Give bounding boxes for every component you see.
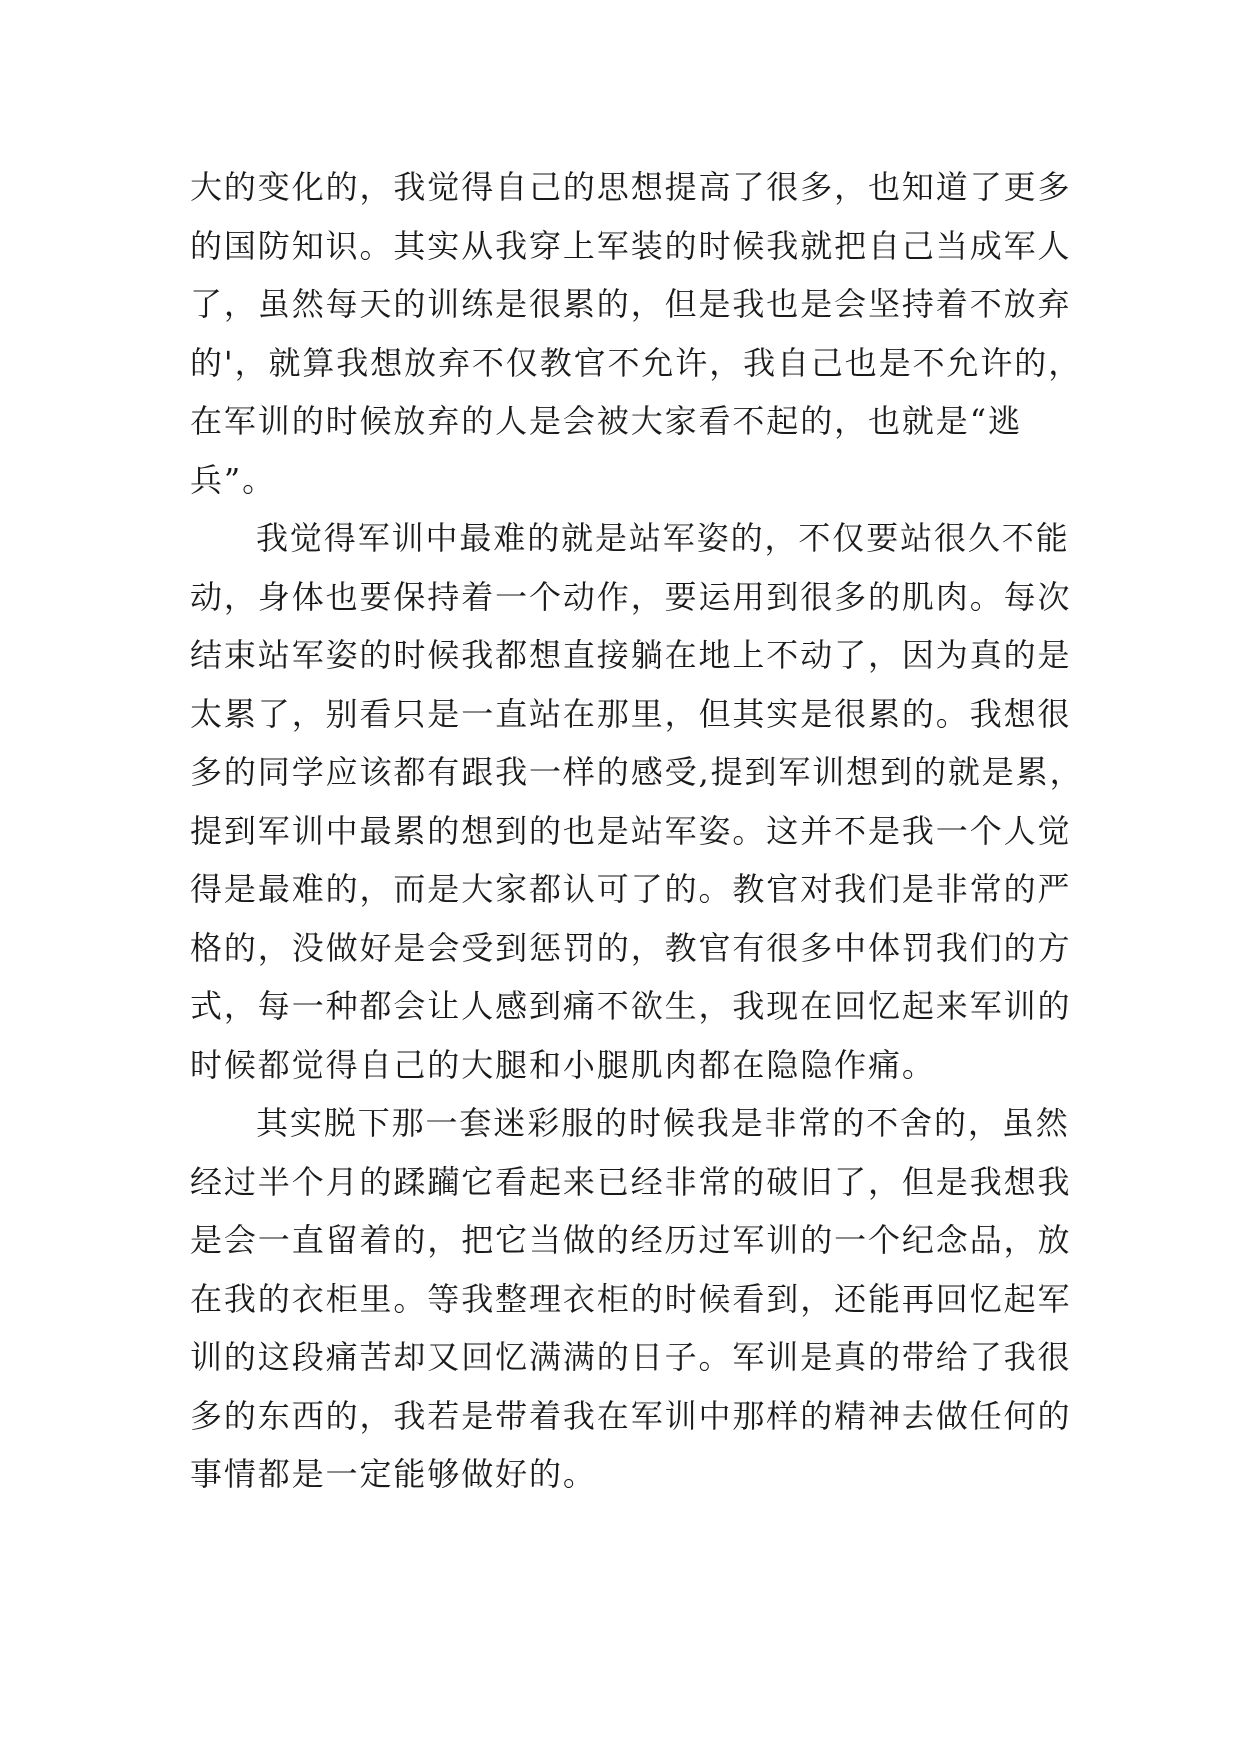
text-line: 兵”。 <box>190 460 277 499</box>
text-line: 经过半个月的蹂躏它看起来已经非常的破旧了，但是我想我 <box>190 1162 1072 1201</box>
paragraph-2 <box>190 509 1084 1094</box>
text-line: 时候都觉得自己的大腿和小腿肌肉都在隐隐作痛。 <box>190 1045 936 1084</box>
text-line: 在我的衣柜里。等我整理衣柜的时候看到，还能再回忆起军 <box>190 1279 1072 1318</box>
paragraph-1 <box>190 158 1083 509</box>
text-line: 多的东西的，我若是带着我在军训中那样的精神去做任何的 <box>190 1396 1072 1435</box>
text-line: 其实脱下那一套迷彩服的时候我是非常的不舍的，虽然 <box>256 1104 1070 1142</box>
text-line: 的国防知识。其实从我穿上军装的时候我就把自己当成军人 <box>190 226 1072 265</box>
text-line: 训的这段痛苦却又回忆满满的日子。军训是真的带给了我很 <box>190 1338 1072 1376</box>
text-line: 太累了，别看只是一直站在那里，但其实是很累的。我想很 <box>190 694 1072 733</box>
text-line: 得是最难的，而是大家都认可了的。教官对我们是非常的严 <box>190 870 1072 908</box>
text-line: 的'，就算我想放弃不仅教官不允许，我自己也是不允许的， <box>190 343 1083 382</box>
text-line: 式，每一种都会让人感到痛不欲生，我现在回忆起来军训的 <box>190 987 1072 1025</box>
text-line: 结束站军姿的时候我都想直接躺在地上不动了，因为真的是 <box>190 636 1072 674</box>
text-line: 在军训的时候放弃的人是会被大家看不起的，也就是“逃 <box>190 402 1022 440</box>
text-line: 提到军训中最累的想到的也是站军姿。这并不是我一个人觉 <box>190 811 1072 850</box>
text-line: 了，虽然每天的训练是很累的，但是我也是会坚持着不放弃 <box>190 285 1072 323</box>
text-line: 多的同学应该都有跟我一样的感受,提到军训想到的就是累， <box>190 753 1084 791</box>
text-line: 事情都是一定能够做好的。 <box>190 1455 597 1493</box>
paragraph-3 <box>190 1094 1072 1504</box>
text-line: 动，身体也要保持着一个动作，要运用到很多的肌肉。每次 <box>190 577 1072 616</box>
text-line: 大的变化的，我觉得自己的思想提高了很多，也知道了更多 <box>190 168 1072 206</box>
text-line: 我觉得军训中最难的就是站军姿的，不仅要站很久不能 <box>256 519 1070 557</box>
document-page <box>190 158 1084 1504</box>
text-line: 是会一直留着的，把它当做的经历过军训的一个纪念品，放 <box>190 1221 1072 1259</box>
text-line: 格的，没做好是会受到惩罚的，教官有很多中体罚我们的方 <box>190 928 1072 967</box>
